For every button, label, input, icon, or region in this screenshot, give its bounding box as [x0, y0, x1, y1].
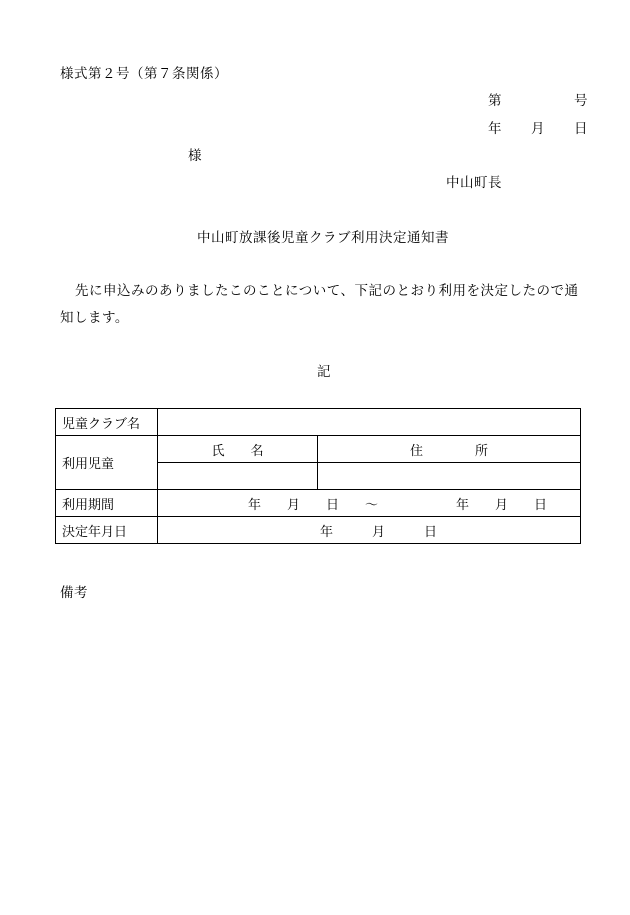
form-number: 様式第２号（第７条関係）	[60, 66, 228, 82]
decision-date-row	[56, 517, 581, 544]
date-year: 年	[488, 121, 502, 137]
body-text-line-2: 知します。	[60, 310, 129, 326]
club-name-label: 児童クラブ名	[56, 409, 158, 436]
ki-heading: 記	[317, 364, 331, 380]
period-row	[56, 490, 581, 517]
club-name-row	[56, 409, 581, 436]
addressee-suffix: 様	[188, 148, 202, 164]
document-number-prefix: 第	[488, 93, 502, 109]
date-month: 月	[531, 121, 545, 137]
period-label: 利用期間	[56, 490, 158, 517]
date-day: 日	[574, 121, 588, 137]
details-table	[55, 408, 581, 544]
club-name-value[interactable]	[158, 409, 581, 436]
name-header: 氏 名	[158, 436, 318, 463]
body-text-line-1: 先に申込みのありましたこのことについて、下記のとおり利用を決定したので通	[75, 283, 579, 299]
sender-name: 中山町長	[446, 175, 502, 191]
decision-date-value[interactable]: 年 月 日	[158, 517, 581, 544]
child-header-row	[56, 436, 581, 463]
document-title: 中山町放課後児童クラブ利用決定通知書	[197, 230, 449, 246]
address-header: 住 所	[318, 436, 581, 463]
child-address-value[interactable]	[318, 463, 581, 490]
decision-date-label: 決定年月日	[56, 517, 158, 544]
period-value[interactable]: 年 月 日 ～ 年 月 日	[158, 490, 581, 517]
child-name-value[interactable]	[158, 463, 318, 490]
remarks-label: 備考	[60, 585, 88, 601]
child-label: 利用児童	[56, 436, 158, 490]
document-number-suffix: 号	[574, 93, 588, 109]
